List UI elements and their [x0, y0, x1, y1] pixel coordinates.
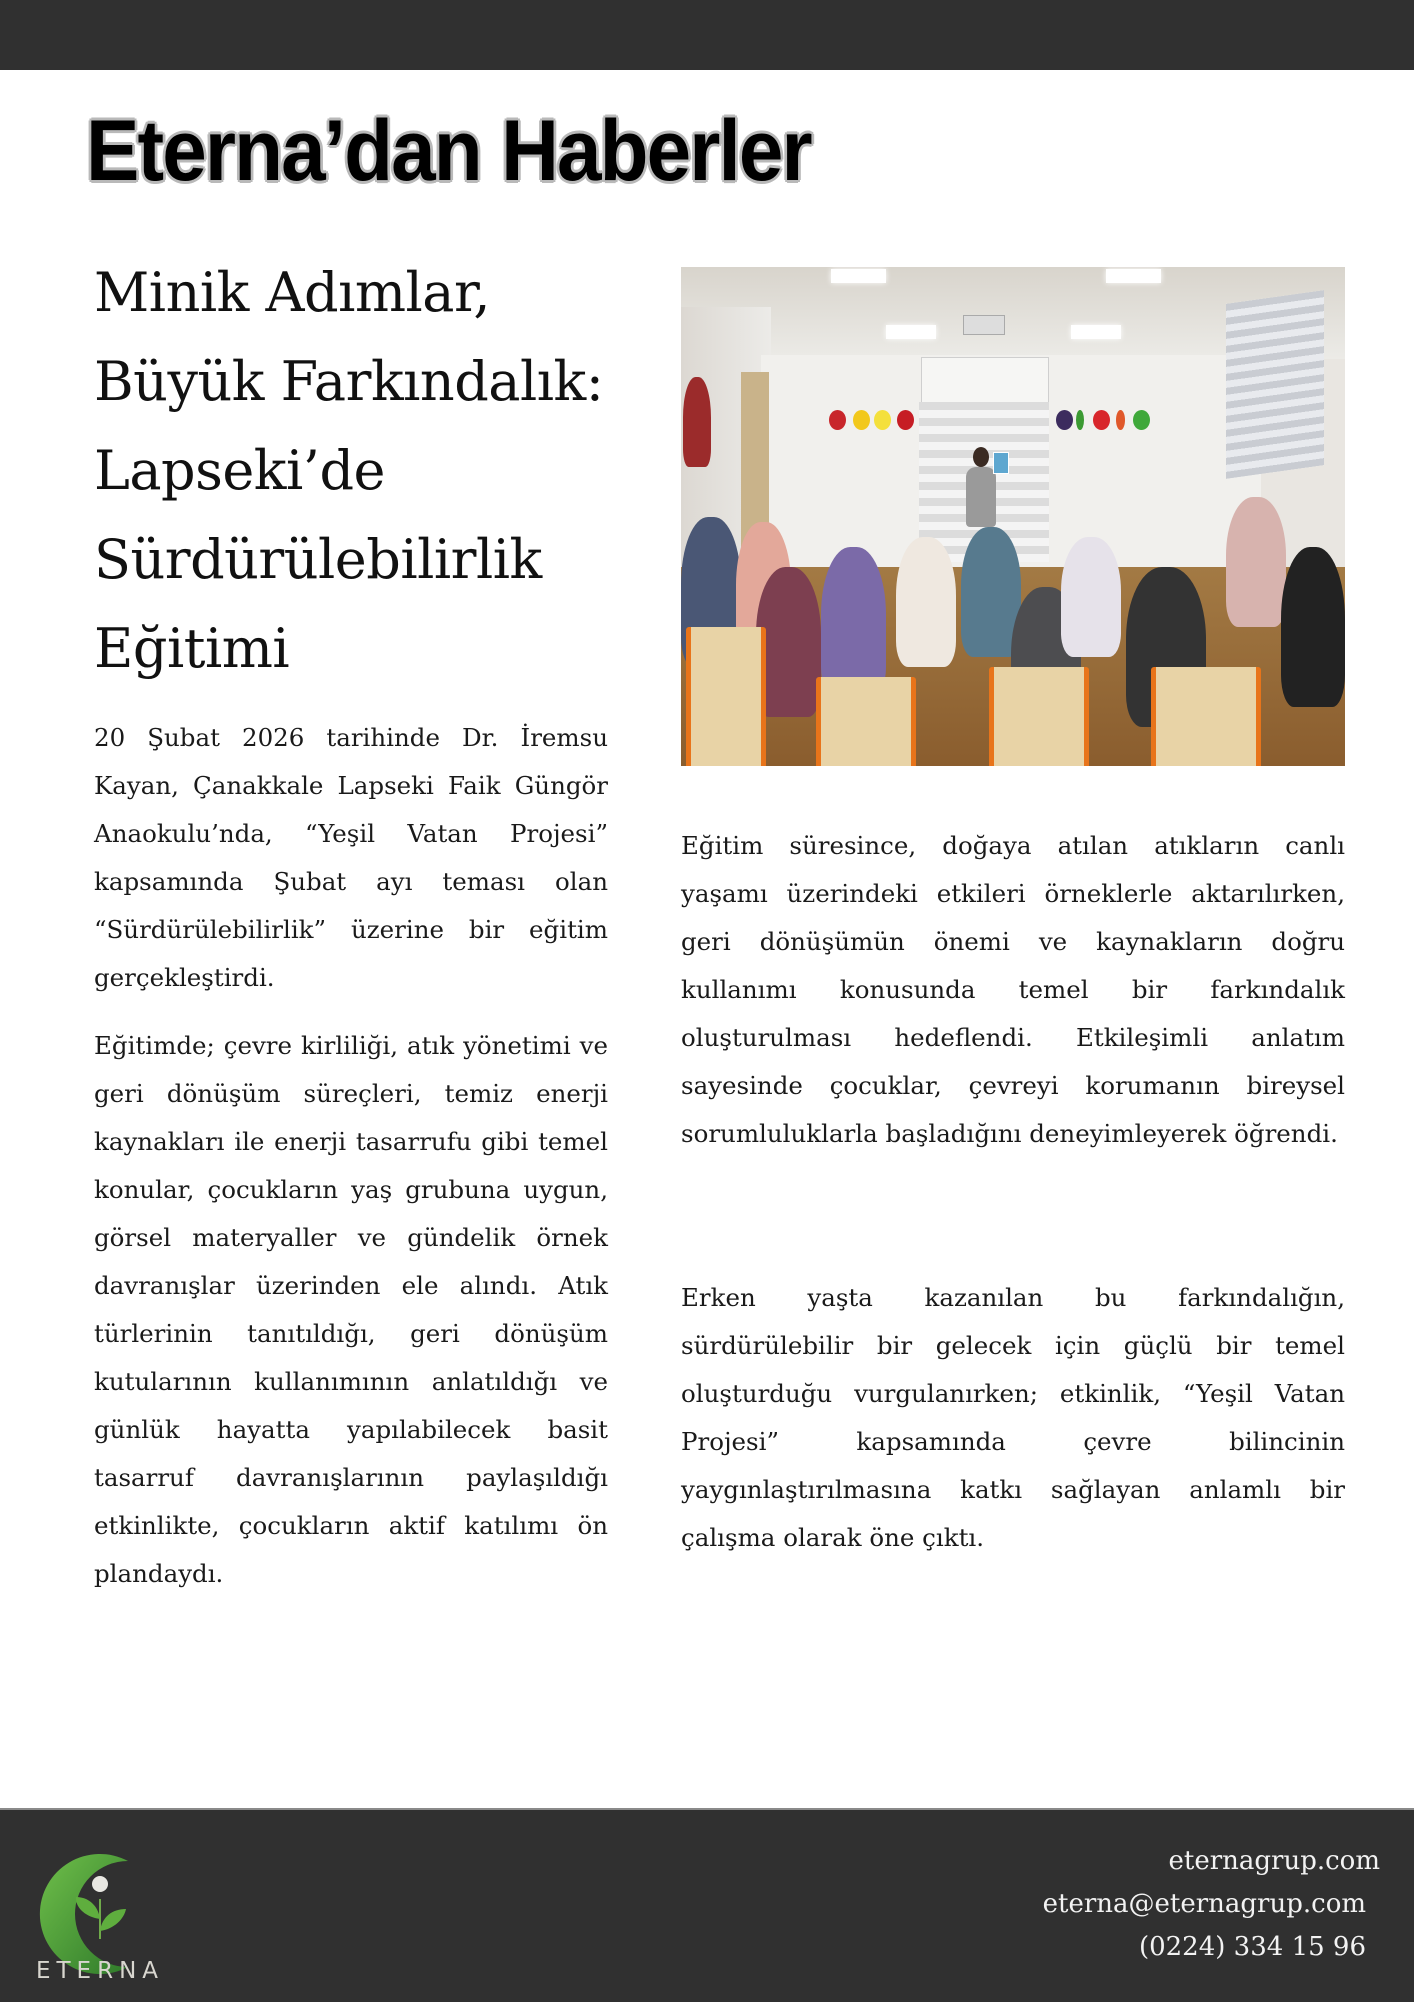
- child: [1281, 547, 1345, 707]
- website-link[interactable]: eternagrup.com: [1168, 1846, 1380, 1876]
- chair: [686, 627, 766, 766]
- fruit-decoration: [1093, 410, 1110, 430]
- ceiling-light: [1071, 325, 1121, 339]
- child: [1061, 537, 1121, 657]
- fruit-decoration: [1056, 410, 1073, 430]
- projection-screen: [921, 357, 1049, 404]
- ceiling-light: [886, 325, 936, 339]
- masthead-title: Eterna’dan Haberler: [86, 103, 811, 199]
- paragraph-text: Eğitimde; çevre kirliliği, atık yönetimi ve geri dönüşüm süreçleri, temiz enerji kaynakları ile enerji tasarrufu gibi temel konular, çocukların yaş grubuna uygun, görsel materyaller ve gündelik örnek davranışlar üzerinden ele alındı. Atık türlerinin tanıtıldığı, geri dönüşüm kutularının kullanımının anlatıldığı ve günlük hayatta yapılabilecek basit tasarruf davranışlarının paylaşıldığı etkinlikte, çocukların aktif katılımı ön plandaydı.: [94, 1031, 608, 1588]
- top-bar: [0, 0, 1414, 70]
- logo-wordmark: ETERNA: [35, 1958, 165, 1984]
- ceiling-light: [831, 269, 886, 283]
- fruit-decoration: [853, 410, 870, 430]
- teacher-figure: [973, 447, 989, 467]
- fruit-decoration: [874, 410, 891, 430]
- ceiling-light: [1106, 269, 1161, 283]
- fruit-decoration: [829, 410, 846, 430]
- email-link[interactable]: eterna@eternagrup.com: [1042, 1889, 1366, 1919]
- chair: [1151, 667, 1261, 766]
- footer: [0, 1808, 1414, 2002]
- article-photo: [681, 267, 1345, 766]
- child: [821, 547, 886, 697]
- paragraph-text: Eğitim süresince, doğaya atılan atıkların canlı yaşamı üzerindeki etkileri örneklerle aktarılırken, geri dönüşümün önemi ve kaynakların doğru kullanımı konusunda temel bir farkındalık oluşturulması hedeflendi. Etkileşimli anlatım sayesinde çocuklar, çevreyi korumanın bireysel sorumluluklarla başladığını deneyimleyerek öğrendi.: [681, 831, 1345, 1148]
- chair: [816, 677, 916, 766]
- phone-number: (0224) 334 15 96: [1138, 1932, 1366, 1962]
- fruit-decoration: [897, 410, 914, 430]
- teacher-assistant: [683, 377, 711, 467]
- paragraph-text: 20 Şubat 2026 tarihinde Dr. İremsu Kayan, Çanakkale Lapseki Faik Güngör Anaokulu’nda, “Yeşil Vatan Projesi” kapsamında Şubat ayı teması olan “Sürdürülebilirlik” üzerine bir eğitim gerçekleştirdi.: [94, 723, 608, 992]
- fruit-decoration: [1076, 410, 1084, 430]
- article-paragraph-4: [681, 1274, 1345, 1562]
- fruit-decoration: [1133, 410, 1150, 430]
- paragraph-text: Erken yaşta kazanılan bu farkındalığın, sürdürülebilir bir gelecek için güçlü bir temel oluşturduğu vurgulanırken; etkinlik, “Yeşil Vatan Projesi” kapsamında çevre bilincinin yaygınlaştırılmasına katkı sağlayan anlamlı bir çalışma olarak öne çıktı.: [681, 1283, 1345, 1552]
- teacher-figure: [966, 467, 996, 527]
- projector: [963, 315, 1005, 335]
- child: [1226, 497, 1286, 627]
- article-paragraph-2: [94, 1022, 608, 1598]
- article-headline: Minik Adımlar, Büyük Farkındalık: Lapseki’de Sürdürülebilirlik Eğitimi: [94, 261, 604, 680]
- article-paragraph-3: [681, 822, 1345, 1158]
- chair: [989, 667, 1089, 766]
- article-paragraph-1: [94, 714, 608, 1002]
- picture-book: [993, 452, 1009, 474]
- fruit-decoration: [1116, 410, 1125, 430]
- contact-info: [1042, 1840, 1380, 1969]
- child: [896, 537, 956, 667]
- window-blind: [1226, 290, 1324, 479]
